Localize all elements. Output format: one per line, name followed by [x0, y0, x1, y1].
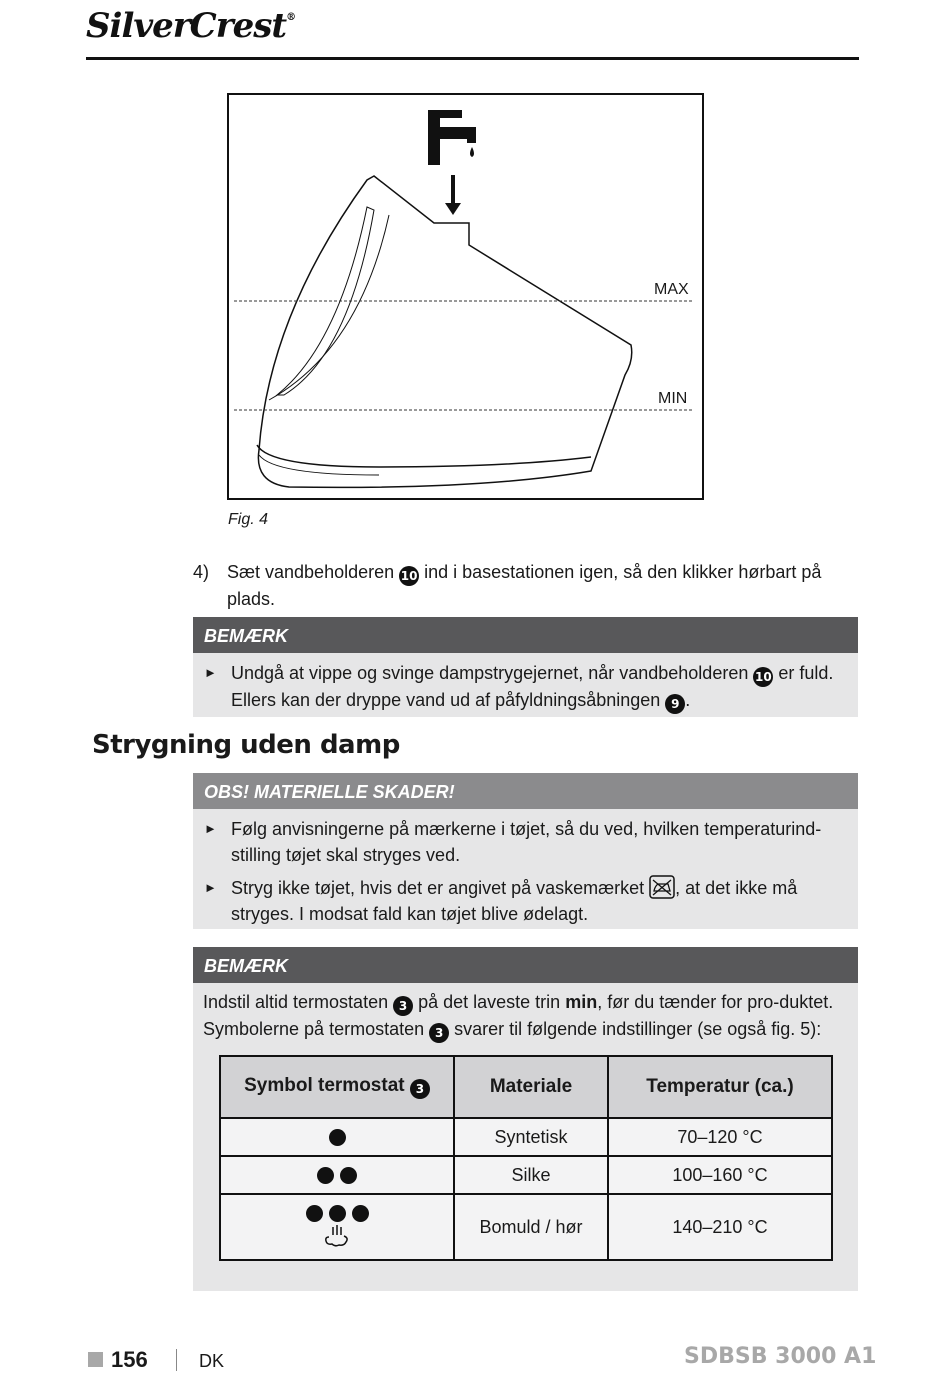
ref-badge: 10	[753, 667, 773, 687]
ref-badge: 9	[665, 694, 685, 714]
arrow-down-icon	[445, 175, 461, 215]
max-label: MAX	[654, 281, 689, 298]
material-cell: Silke	[454, 1156, 608, 1194]
material-cell: Syntetisk	[454, 1118, 608, 1156]
figure-4	[227, 93, 704, 500]
dot-icon	[329, 1205, 346, 1222]
page-number: 156	[111, 1347, 148, 1372]
brand-logo: SilverCrest®	[86, 6, 296, 46]
note-title: BEMÆRK	[193, 617, 858, 653]
dot-icon	[352, 1205, 369, 1222]
dot-icon	[329, 1129, 346, 1146]
step-4: 4) Sæt vandbeholderen 10 ind i basestationen igen, så den klikker hørbart på plads.	[193, 559, 853, 612]
temp-cell: 100–160 °C	[608, 1156, 832, 1194]
dot-icon	[317, 1167, 334, 1184]
table-row	[220, 1194, 832, 1260]
col-symbol-header: Symbol termostat 3	[220, 1056, 454, 1118]
warning-title: OBS! MATERIELLE SKADER!	[193, 773, 858, 809]
note-box-1	[193, 617, 858, 717]
step-number: 4)	[193, 562, 210, 582]
min-label: MIN	[658, 390, 688, 407]
note-title: BEMÆRK	[193, 947, 858, 983]
faucet-icon	[428, 110, 476, 165]
section-title: Strygning uden damp	[92, 730, 400, 760]
warning-bullet-2: ► Stryg ikke tøjet, hvis det er angivet på vaskemærket , at det ikke må stryges. I modsat fald kan tøjet blive ødelagt.	[193, 875, 858, 927]
note-bullet: ► Undgå at vippe og svinge dampstrygejernet, når vandbeholderen 10 er fuld. Ellers kan der dryppe vand ud af påfyldningsåbningen 9 .	[193, 660, 858, 714]
bullet-arrow-icon: ►	[204, 821, 217, 836]
steam-icon	[323, 1223, 351, 1247]
dot-icon	[306, 1205, 323, 1222]
note-paragraph: Indstil altid termostaten 3 på det laveste trin min, før du tænder for pro-duktet. Symbolerne på termostaten 3 svarer til følgende indstillinger (se også fig. 5):	[193, 983, 858, 1043]
symbol-cell	[220, 1118, 454, 1156]
footer-square	[88, 1352, 103, 1367]
table-row	[220, 1156, 832, 1194]
figure-caption: Fig. 4	[228, 511, 269, 528]
ref-badge: 10	[399, 566, 419, 586]
kettle-illustration	[229, 95, 702, 498]
bullet-arrow-icon: ►	[204, 665, 217, 680]
temp-cell: 70–120 °C	[608, 1118, 832, 1156]
model-number: SDBSB 3000 A1	[684, 1344, 877, 1369]
ref-badge: 3	[393, 996, 413, 1016]
header-rule	[86, 57, 859, 60]
no-iron-icon	[649, 875, 675, 899]
footer-divider	[176, 1349, 177, 1371]
ref-badge: 3	[429, 1023, 449, 1043]
temp-cell: 140–210 °C	[608, 1194, 832, 1260]
col-temp-header: Temperatur (ca.)	[608, 1056, 832, 1118]
symbol-cell	[220, 1194, 454, 1260]
language-code: DK	[199, 1351, 225, 1371]
col-material-header: Materiale	[454, 1056, 608, 1118]
thermostat-table	[219, 1055, 833, 1261]
table-header-row	[220, 1056, 832, 1118]
symbol-cell	[220, 1156, 454, 1194]
dot-icon	[340, 1167, 357, 1184]
note-box-2	[193, 947, 858, 1291]
warning-box	[193, 773, 858, 929]
bullet-arrow-icon: ►	[204, 880, 217, 895]
warning-bullet-1: ► Følg anvisningerne på mærkerne i tøjet, så du ved, hvilken temperaturind-stilling tøjet skal stryges ved.	[193, 816, 858, 868]
table-row	[220, 1118, 832, 1156]
material-cell: Bomuld / hør	[454, 1194, 608, 1260]
